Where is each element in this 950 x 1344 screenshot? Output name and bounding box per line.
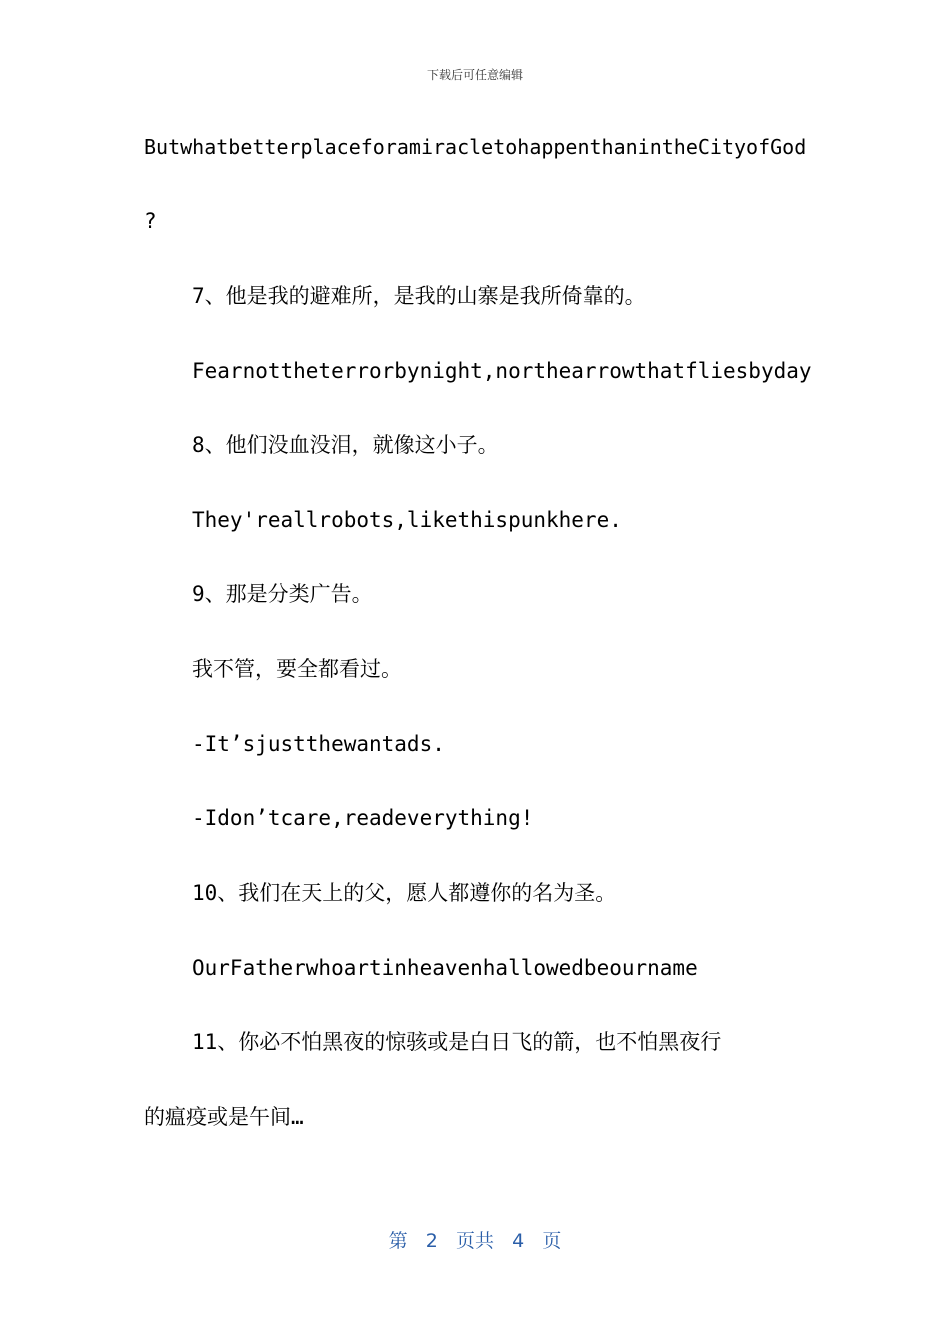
text-line: Fearnottheterrorbynight,northearrowthatfliesbyday: [192, 359, 812, 383]
footer-suffix: 页: [542, 1230, 562, 1252]
footer-middle: 页共: [455, 1230, 494, 1252]
text-line: -It’sjustthewantads.: [192, 732, 445, 756]
text-line: 9、那是分类广告。: [192, 582, 373, 606]
page-footer: [0, 1226, 950, 1253]
footer-total-pages: 4: [512, 1230, 525, 1252]
text-line: OurFatherwhoartinheavenhallowedbeourname: [192, 956, 698, 980]
text-line: ButwhatbetterplaceforamiracletohappenthanintheCityofGod: [144, 135, 807, 159]
text-line: They'reallrobots,likethispunkhere.: [192, 508, 622, 532]
footer-page-number: 2: [425, 1230, 438, 1252]
text-line: 11、你必不怕黑夜的惊骇或是白日飞的箭，也不怕黑夜行: [192, 1030, 722, 1054]
text-line: 的瘟疫或是午间…: [144, 1105, 304, 1129]
text-line: 10、我们在天上的父，愿人都遵你的名为圣。: [192, 881, 617, 905]
footer-prefix: 第: [388, 1230, 408, 1252]
text-line: 7、他是我的避难所，是我的山寨是我所倚靠的。: [192, 284, 646, 308]
text-line: 8、他们没血没泪，就像这小子。: [192, 433, 499, 457]
page-header: 下载后可任意编辑: [426, 68, 523, 82]
text-line: ?: [144, 209, 157, 233]
text-line: -Idon’tcare,readeverything!: [192, 806, 534, 830]
text-line: 我不管，要全都看过。: [192, 657, 402, 681]
